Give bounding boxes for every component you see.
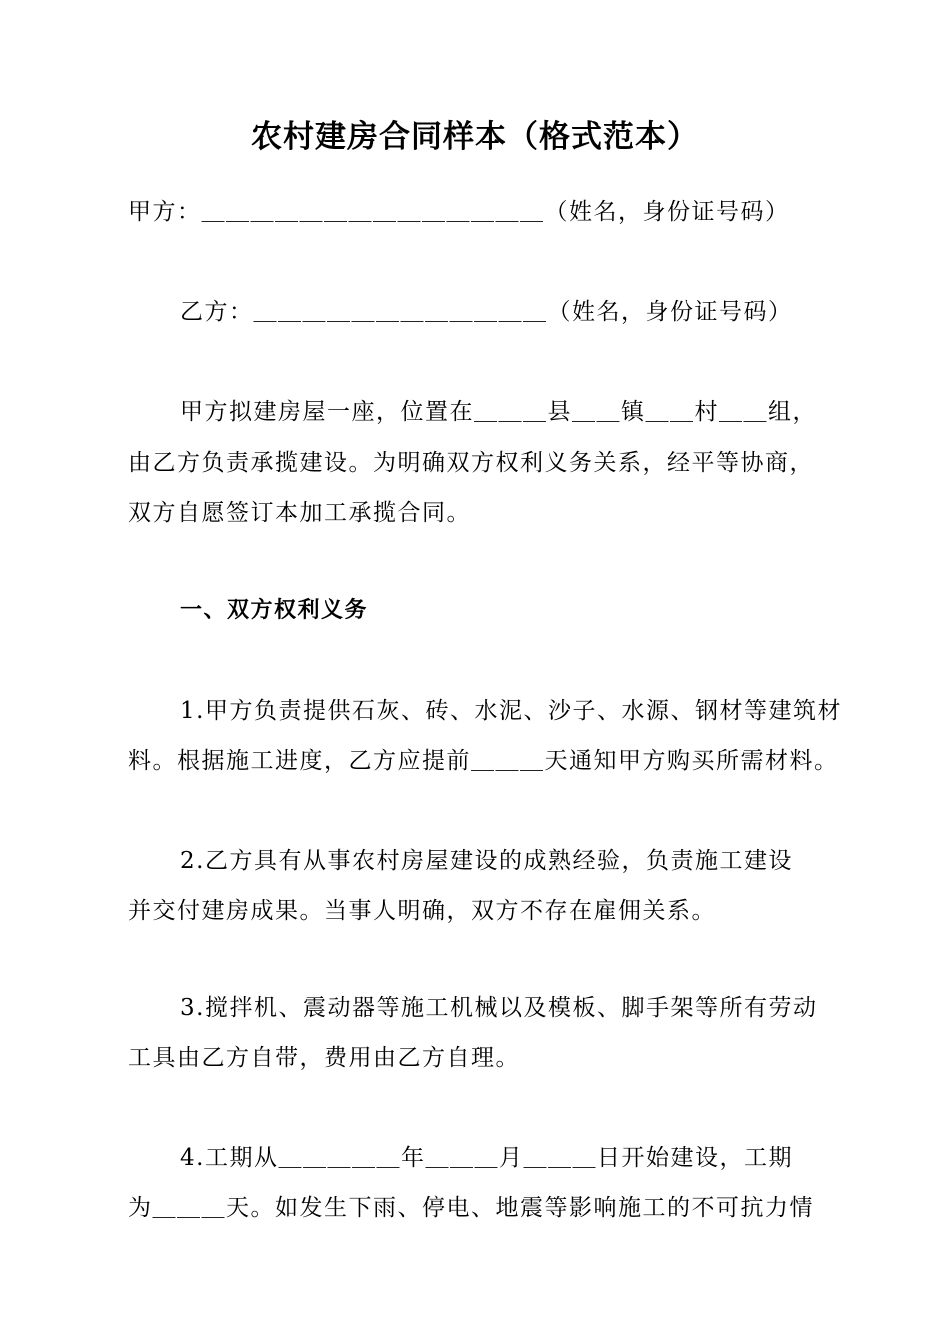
party-b-line: 乙方：＿＿＿＿＿＿＿＿＿＿＿＿（姓名，身份证号码） <box>180 299 793 325</box>
section-heading: 一、双方权利义务 <box>180 598 369 623</box>
clause-4-line-1: 4.工期从＿＿＿＿＿年＿＿＿月＿＿＿日开始建设，工期 <box>180 1145 793 1171</box>
clause-3-line-1: 3.搅拌机、震动器等施工机械以及模板、脚手架等所有劳动 <box>180 995 818 1021</box>
clause-1-line-2: 料。根据施工进度，乙方应提前＿＿＿天通知甲方购买所需材料。 <box>128 748 839 774</box>
clause-2-line-1: 2.乙方具有从事农村房屋建设的成熟经验，负责施工建设 <box>180 848 793 874</box>
clause-3-line-2: 工具由乙方自带，费用由乙方自理。 <box>128 1045 520 1071</box>
intro-line-3: 双方自愿签订本加工承揽合同。 <box>128 500 471 526</box>
document-title: 农村建房合同样本（格式范本） <box>251 119 699 155</box>
party-a-line: 甲方：＿＿＿＿＿＿＿＿＿＿＿＿＿＿（姓名，身份证号码） <box>128 199 790 225</box>
clause-2-line-2: 并交付建房成果。当事人明确，双方不存在雇佣关系。 <box>128 898 716 924</box>
intro-line-2: 由乙方负责承揽建设。为明确双方权利义务关系，经平等协商， <box>128 450 814 476</box>
clause-4-line-2: 为＿＿＿天。如发生下雨、停电、地震等影响施工的不可抗力情 <box>128 1195 814 1221</box>
clause-1-line-1: 1.甲方负责提供石灰、砖、水泥、沙子、水源、钢材等建筑材 <box>180 698 842 724</box>
intro-line-1: 甲方拟建房屋一座，位置在＿＿＿县＿＿镇＿＿村＿＿组， <box>180 399 817 425</box>
